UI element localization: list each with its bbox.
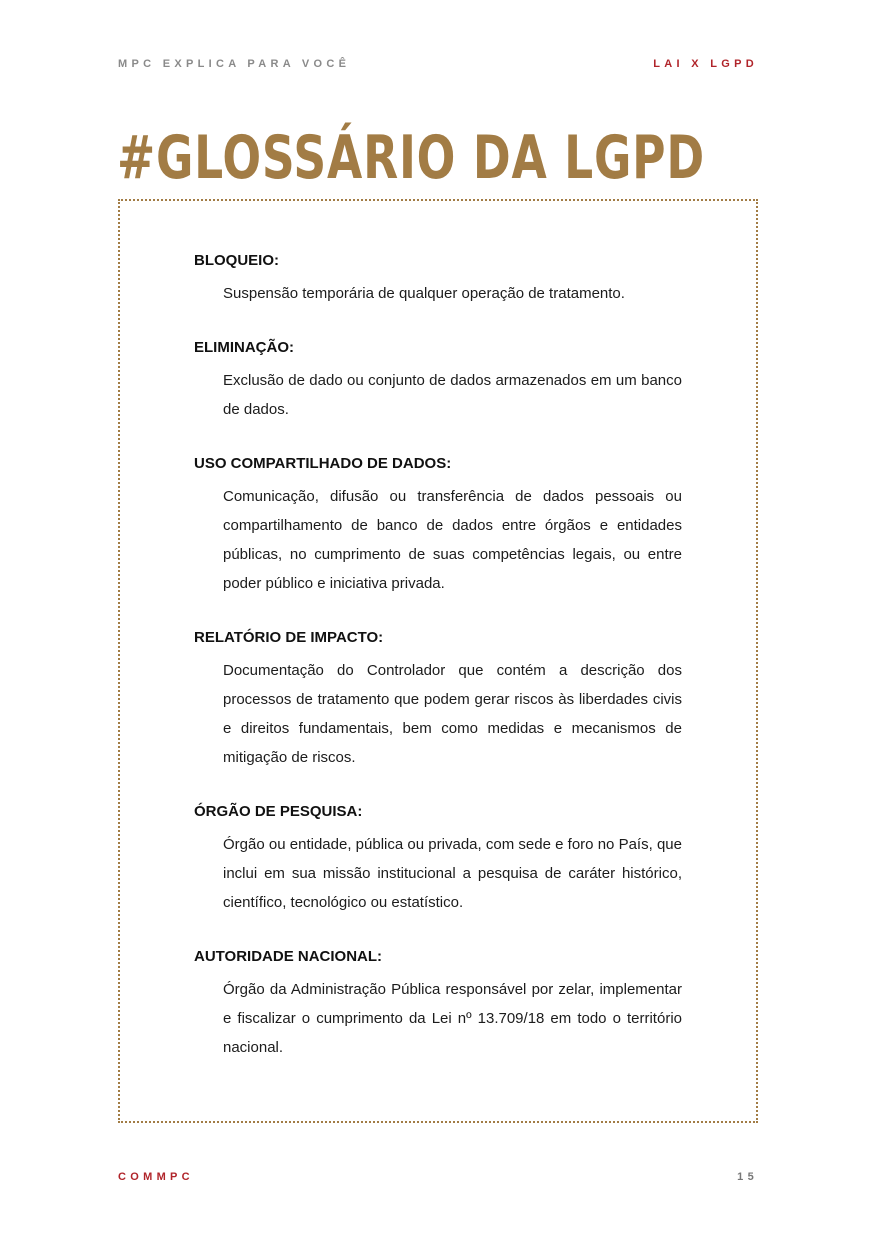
glossary-term: ELIMINAÇÃO: xyxy=(194,339,294,356)
glossary-definition: Documentação do Controlador que contém a descrição dos processos de tratamento que podem gerar riscos às liberdades civis e direitos fundamentais, bem como medidas e mecanismos de mitigação de riscos. xyxy=(223,662,682,766)
glossary-term: USO COMPARTILHADO DE DADOS: xyxy=(194,455,452,472)
glossary-entry xyxy=(194,946,682,1062)
page-number: 15 xyxy=(737,1171,758,1183)
glossary-term: RELATÓRIO DE IMPACTO: xyxy=(194,629,384,646)
header-series-title: MPC EXPLICA PARA VOCÊ xyxy=(118,58,351,70)
footer-brand: COMMPC xyxy=(118,1171,194,1183)
glossary-term: ÓRGÃO DE PESQUISA: xyxy=(194,803,363,820)
glossary-entry xyxy=(194,627,682,772)
glossary-entry xyxy=(194,250,682,308)
header-section-title: LAI X LGPD xyxy=(653,58,758,70)
glossary-entry xyxy=(194,801,682,917)
glossary-definition: Suspensão temporária de qualquer operação de tratamento. xyxy=(223,285,625,302)
glossary-definition: Exclusão de dado ou conjunto de dados armazenados em um banco de dados. xyxy=(223,372,682,418)
glossary-definition: Órgão ou entidade, pública ou privada, com sede e foro no País, que inclui em sua missão institucional a pesquisa de caráter histórico, científico, tecnológico ou estatístico. xyxy=(223,836,682,911)
glossary-entry xyxy=(194,453,682,598)
glossary-entry xyxy=(194,337,682,424)
glossary-definition: Órgão da Administração Pública responsável por zelar, implementar e fiscalizar o cumprimento da Lei nº 13.709/18 em todo o território nacional. xyxy=(223,981,682,1056)
glossary-term: AUTORIDADE NACIONAL: xyxy=(194,948,383,965)
glossary-list xyxy=(194,250,682,1091)
glossary-definition: Comunicação, difusão ou transferência de dados pessoais ou compartilhamento de banco de dados entre órgãos e entidades públicas, no cumprimento de suas competências legais, ou entre poder público e iniciativa privada. xyxy=(223,488,682,592)
glossary-term: BLOQUEIO: xyxy=(194,252,279,269)
page-title: #GLOSSÁRIO DA LGPD xyxy=(117,123,705,193)
